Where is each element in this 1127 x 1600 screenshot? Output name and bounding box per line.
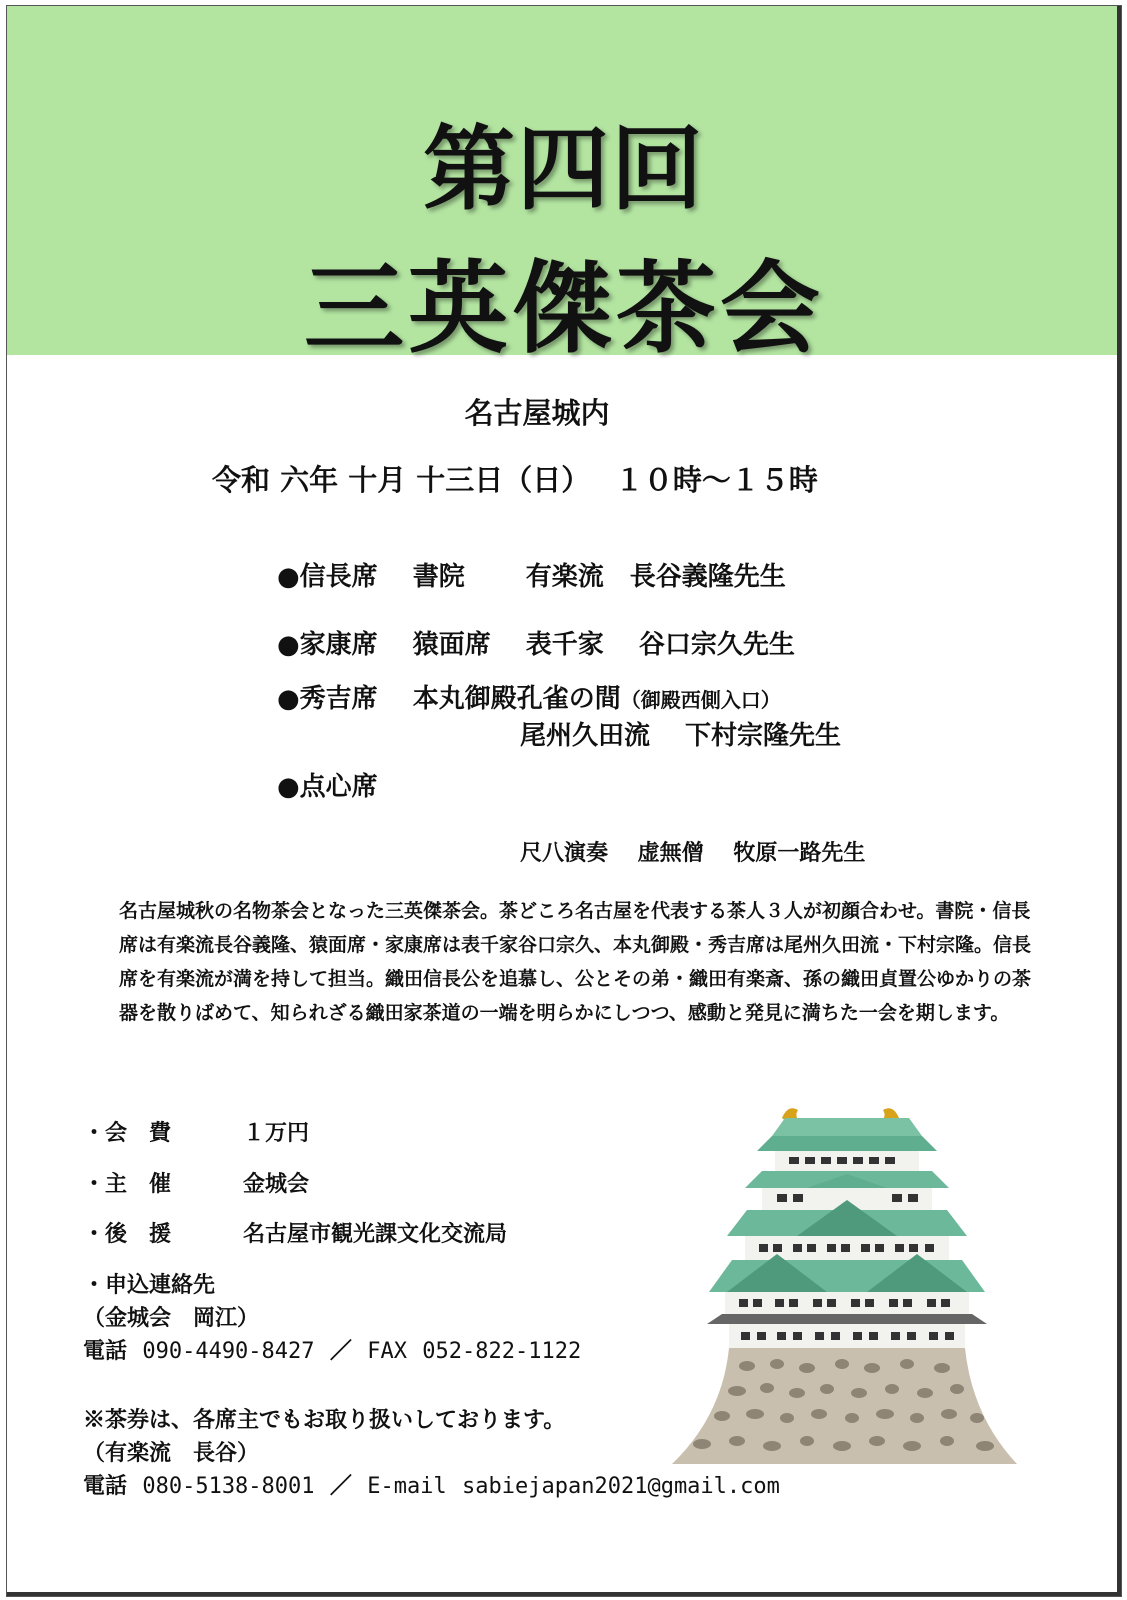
title-line2: 三英傑茶会 [304,249,824,367]
support-value: 名古屋市観光課文化交流局 [243,1221,508,1247]
seat-nobunaga: ●信長席 書院 有楽流 長谷義隆先生 [277,562,786,592]
separator: ／ [329,1338,352,1364]
host-label: ・主 催 [83,1171,172,1197]
host-value: 金城会 [243,1171,310,1197]
seat-hideyoshi [277,678,781,715]
fee-value: １万円 [243,1120,310,1146]
contact-phone-line [83,1334,581,1365]
seat-ieyasu: ●家康席 猿面席 表千家 谷口宗久先生 [277,630,795,660]
flyer-page [6,5,1122,1597]
venue: 名古屋城内 [464,396,610,430]
shakuhachi-performance: 尺八演奏 虚無僧 牧原一路先生 [520,840,866,866]
contact-phone: 090-4490-8427 [142,1339,315,1364]
seat-hideyoshi-note: （御殿西側入口） [620,688,781,712]
title-line1: 第四回 [422,115,705,223]
email-label: E-mail [367,1474,447,1499]
seat-hideyoshi-host: 尾州久田流 下村宗隆先生 [520,721,842,751]
seat-tenshin: ●点心席 [277,772,378,802]
fax-number: 052-822-1122 [422,1339,582,1364]
event-date: 令和 六年 十月 十三日（日） １０時～１５時 [212,463,818,497]
ticket-org: （有楽流 長谷） [83,1440,260,1466]
fee-label: ・会 費 [83,1120,172,1146]
ticket-note: ※茶券は、各席主でもお取り扱いしております。 [83,1407,566,1433]
header-banner [7,6,1121,367]
contact-label: ・申込連絡先 [83,1272,216,1298]
separator: ／ [329,1473,352,1499]
support-label: ・後 援 [83,1221,172,1247]
description: 名古屋城秋の名物茶会となった三英傑茶会。茶どころ名古屋を代表する茶人３人が初顔合わせ。書院・信長席は有楽流長谷義隆、猿面席・家康席は表千家谷口宗久、本丸御殿・秀吉席は尾州久田流・下村宗隆。信長席を有楽流が満を持して担当。織田信長公を追慕し、公とその弟・織田有楽斎、孫の織田貞置公ゆかりの茶器を散りばめて、知られざる織田家茶道の一端を明らかにしつつ、感動と発見に満ちた一会を期します。 [119,900,1032,1024]
contact-org: （金城会 岡江） [83,1305,260,1331]
nagoya-castle-icon [667,1096,1027,1476]
contact-phone-label: 電話 [83,1338,128,1364]
ticket-phone: 080-5138-8001 [142,1474,315,1499]
seat-hideyoshi-label: ●秀吉席 本丸御殿孔雀の間 [277,684,621,714]
email-address[interactable]: sabiejapan2021@gmail.com [462,1474,780,1499]
fax-label: FAX [367,1339,407,1364]
ticket-phone-label: 電話 [83,1473,128,1499]
